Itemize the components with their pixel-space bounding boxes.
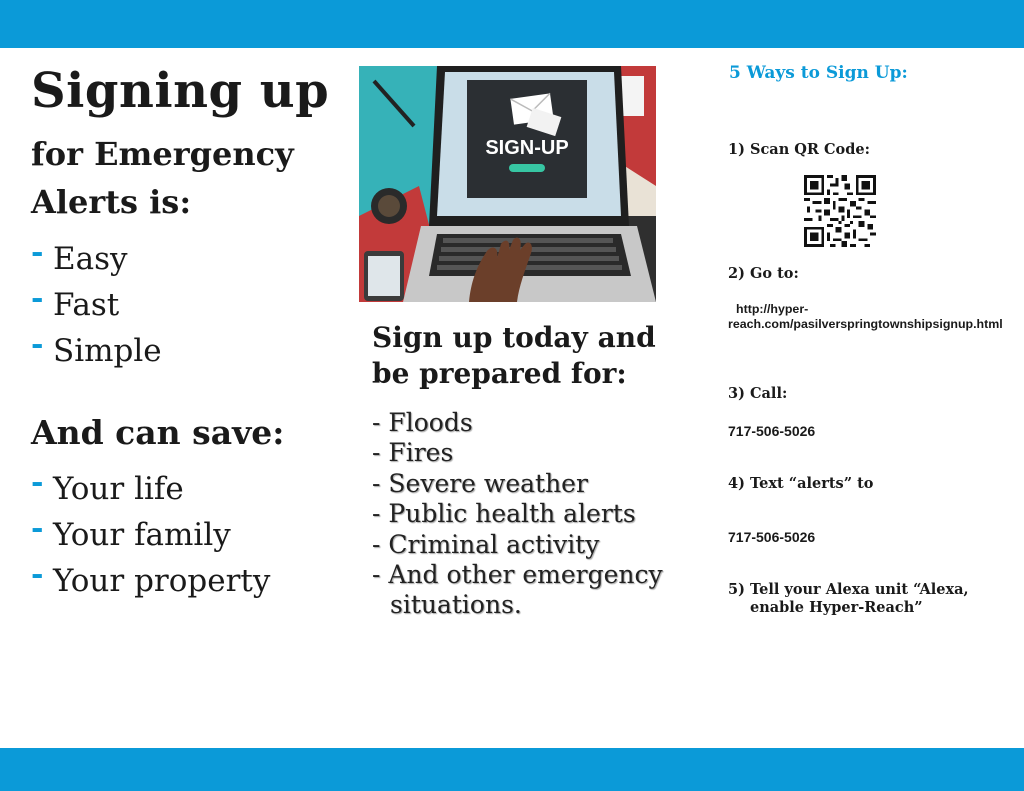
phone-number-call: 717-506-5026 <box>728 423 816 439</box>
laptop-illustration <box>359 66 656 302</box>
list-item: - And other emergency situations. <box>372 560 663 620</box>
dash-bullet: - <box>31 235 44 270</box>
main-heading: Signing up <box>31 63 330 119</box>
bottom-banner <box>0 748 1024 791</box>
left-column <box>31 62 351 604</box>
photo-caption: SIGN-UP <box>485 137 569 159</box>
list-item: - Your family <box>31 512 351 558</box>
save-list <box>31 466 351 604</box>
list-item: - Fast <box>31 282 351 328</box>
list-item: - Your life <box>31 466 351 512</box>
dash-bullet: - <box>31 465 44 500</box>
list-item: - Public health alerts <box>372 499 636 529</box>
step-goto: 2) Go to: <box>728 265 799 282</box>
sub-heading: for Emergency Alerts is: <box>31 135 294 221</box>
step-call: 3) Call: <box>728 385 788 402</box>
list-item: - Severe weather <box>372 468 588 498</box>
dash-bullet: - <box>31 511 44 546</box>
dash-bullet: - <box>31 557 44 592</box>
dash-bullet: - <box>31 327 44 362</box>
step-text: 4) Text “alerts” to <box>728 475 874 492</box>
phone-number-text: 717-506-5026 <box>728 529 816 545</box>
dash-bullet: - <box>31 281 44 316</box>
list-item: - Easy <box>31 236 351 282</box>
step-qr: 1) Scan QR Code: <box>728 141 870 158</box>
top-banner <box>0 0 1024 48</box>
list-item: - Your property <box>31 558 351 604</box>
qualities-list <box>31 236 351 374</box>
signup-link[interactable]: http://hyper-reach.com/pasilverspringtownshipsignup.html <box>728 302 1003 331</box>
laptop-signup-photo <box>359 66 656 302</box>
list-item: - Criminal activity <box>372 529 600 559</box>
prepared-heading: Sign up today and be prepared for: <box>372 321 656 390</box>
list-item: - Floods <box>372 408 473 437</box>
ways-heading: 5 Ways to Sign Up: <box>729 63 908 83</box>
list-item: - Fires <box>372 438 454 468</box>
list-item: - Simple <box>31 328 351 374</box>
emergency-types-list <box>372 408 682 621</box>
step-alexa: 5) Tell your Alexa unit “Alexa, <box>728 581 969 598</box>
step-alexa-cont: enable Hyper-Reach” <box>750 599 923 616</box>
save-heading: And can save: <box>31 413 285 452</box>
signup-url[interactable] <box>728 302 1020 332</box>
qr-code-icon[interactable] <box>804 175 876 247</box>
